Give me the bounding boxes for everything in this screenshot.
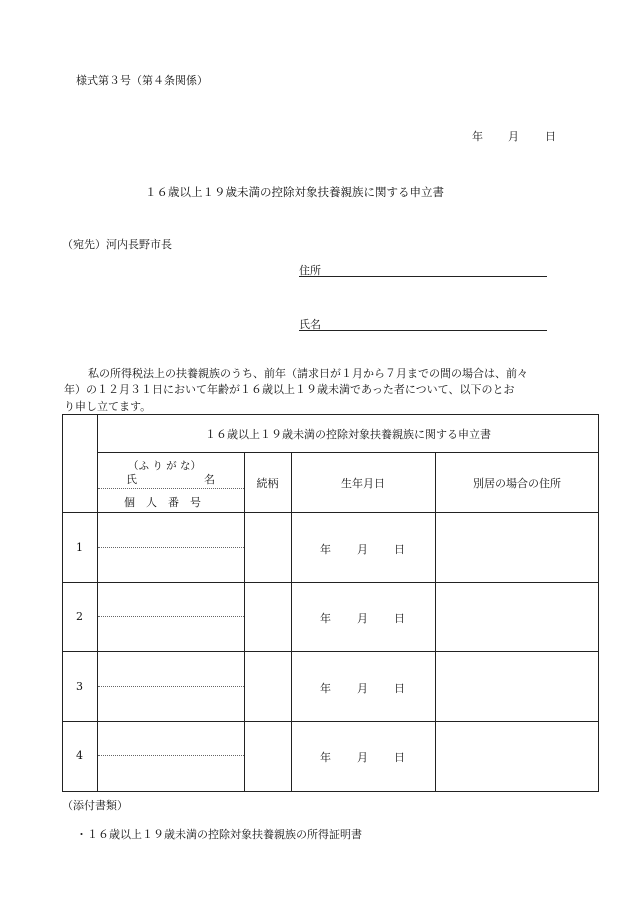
statement-line-2: 年）の１２月３１日において年齢が１６歳以上１９歳未満であった者について、以下のとお <box>64 383 515 396</box>
row-number: 4 <box>76 749 83 762</box>
address-field[interactable] <box>436 652 599 721</box>
address-field[interactable] <box>436 722 599 792</box>
furigana-field[interactable] <box>98 513 244 547</box>
furigana-field[interactable] <box>98 722 244 755</box>
name-number-field[interactable] <box>98 756 244 792</box>
name-number-field[interactable] <box>98 687 244 721</box>
table-title: １６歳以上１９歳未満の控除対象扶養親族に関する申立書 <box>205 428 491 441</box>
birth-day-label: 日 <box>394 612 405 625</box>
document-title: １６歳以上１９歳未満の控除対象扶養親族に関する申立書 <box>145 185 444 199</box>
furigana-header: （ふ り が な） <box>128 460 202 472</box>
address-field[interactable] <box>436 583 599 651</box>
row-number: 1 <box>76 541 83 554</box>
name-number-field[interactable] <box>98 617 244 651</box>
row-number: 2 <box>76 610 83 623</box>
furigana-field[interactable] <box>98 652 244 686</box>
furigana-field[interactable] <box>98 583 244 616</box>
name-field[interactable] <box>299 316 547 331</box>
separate-address-header: 別居の場合の住所 <box>473 477 561 490</box>
attachment-item: ・１６歳以上１９歳未満の控除対象扶養親族の所得証明書 <box>76 828 362 841</box>
statement-line-1: 私の所得税法上の扶養親族のうち、前年（請求日が１月から７月までの間の場合は、前々 <box>88 367 528 380</box>
name-number-field[interactable] <box>98 548 244 582</box>
name-header-left: 氏 <box>126 473 137 486</box>
birth-year-label: 年 <box>320 682 331 695</box>
birth-year-label: 年 <box>320 751 331 764</box>
attachments-heading: （添付書類） <box>62 799 128 812</box>
address-label: 住所 <box>299 264 321 277</box>
relationship-field[interactable] <box>245 652 291 721</box>
row-number: 3 <box>76 680 83 693</box>
birth-year-label: 年 <box>320 612 331 625</box>
table-divider <box>291 452 292 792</box>
date-month-label: 月 <box>508 130 519 143</box>
relationship-field[interactable] <box>245 722 291 792</box>
header-dotted-separator <box>98 488 244 489</box>
birth-month-label: 月 <box>357 543 368 556</box>
address-field[interactable] <box>436 513 599 582</box>
birth-day-label: 日 <box>394 543 405 556</box>
statement-line-3: り申し立てます。 <box>64 400 152 413</box>
name-label: 氏名 <box>299 318 321 331</box>
address-field[interactable] <box>299 262 547 277</box>
birth-month-label: 月 <box>357 682 368 695</box>
birth-day-label: 日 <box>394 682 405 695</box>
relationship-header: 続柄 <box>256 477 279 490</box>
form-number: 様式第３号（第４条関係） <box>76 74 208 87</box>
date-year-label: 年 <box>472 130 483 143</box>
name-header-right: 名 <box>204 473 215 486</box>
addressee: （宛先）河内長野市長 <box>62 238 172 251</box>
birth-month-label: 月 <box>357 751 368 764</box>
relationship-field[interactable] <box>245 583 291 651</box>
birth-year-label: 年 <box>320 543 331 556</box>
date-day-label: 日 <box>545 130 556 143</box>
birth-day-label: 日 <box>394 751 405 764</box>
table-divider <box>97 452 599 453</box>
relationship-field[interactable] <box>245 513 291 582</box>
birthdate-header: 生年月日 <box>341 477 385 490</box>
birth-month-label: 月 <box>357 612 368 625</box>
personal-number-header: 個 人 番 号 <box>124 496 201 509</box>
